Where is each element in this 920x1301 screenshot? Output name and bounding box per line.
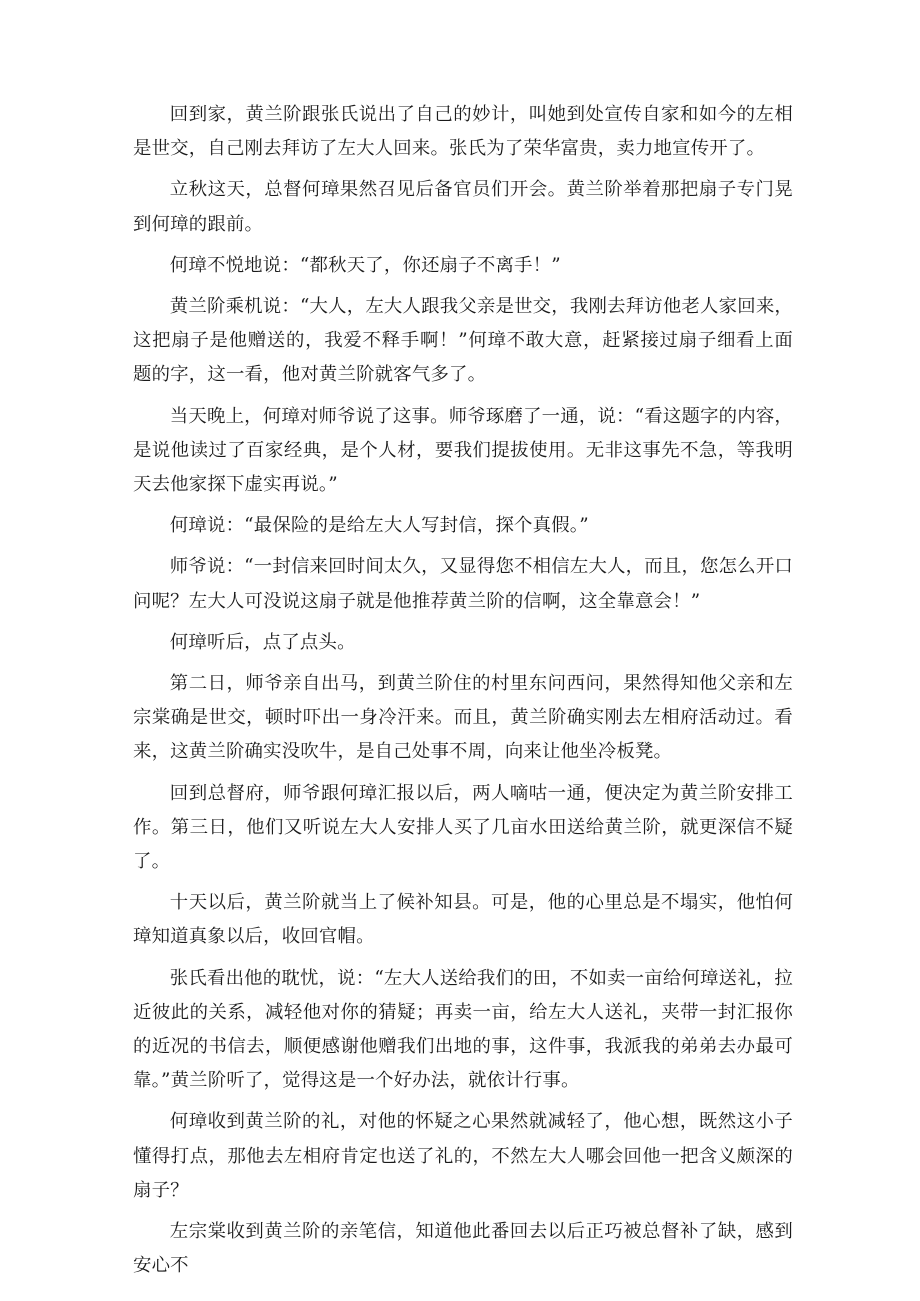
paragraph: 左宗棠收到黄兰阶的亲笔信，知道他此番回去以后正巧被总督补了缺，感到安心不 <box>133 1221 793 1277</box>
paragraph: 立秋这天，总督何璋果然召见后备官员们开会。黄兰阶举着那把扇子专门晃到何璋的跟前。 <box>133 179 793 235</box>
paragraph: 何璋听后，点了点头。 <box>169 631 356 653</box>
paragraph: 十天以后，黄兰阶就当上了候补知县。可是，他的心里总是不塌实，他怕何璋知道真象以后，收回官帽。 <box>133 892 793 948</box>
paragraph: 张氏看出他的耽忧，说：“左大人送给我们的田，不如卖一亩给何璋送礼，拉近彼此的关系，减轻他对你的猜疑；再卖一亩，给左大人送礼，夹带一封汇报你的近况的书信去，顺便感谢他赠我们出地的事，这件事，我派我的弟弟去办最可靠。”黄兰阶听了，觉得这是一个好办法，就依计行事。 <box>133 967 793 1092</box>
paragraph: 何璋不悦地说：“都秋天了，你还扇子不离手！” <box>169 254 561 276</box>
paragraph: 黄兰阶乘机说：“大人，左大人跟我父亲是世交，我刚去拜访他老人家回来，这把扇子是他赠送的，我爱不释手啊！”何璋不敢大意，赶紧接过扇子细看上面题的字，这一看，他对黄兰阶就客气多了。 <box>133 296 793 386</box>
paragraph: 当天晚上，何璋对师爷说了这事。师爷琢磨了一通，说：“看这题字的内容，是说他读过了百家经典，是个人材，要我们提拔使用。无非这事先不急，等我明天去他家探下虚实再说。” <box>133 405 793 496</box>
paragraph: 回到家，黄兰阶跟张氏说出了自己的妙计，叫她到处宣传自家和如今的左相是世交，自己刚去拜访了左大人回来。张氏为了荣华富贵，卖力地宣传开了。 <box>133 104 793 160</box>
paragraph: 回到总督府，师爷跟何璋汇报以后，两人嘀咕一通，便决定为黄兰阶安排工作。第三日，他们又听说左大人安排人买了几亩水田送给黄兰阶，就更深信不疑了。 <box>133 782 793 873</box>
paragraph: 第二日，师爷亲自出马，到黄兰阶住的村里东问西问，果然得知他父亲和左宗棠确是世交，顿时吓出一身冷汗来。而且，黄兰阶确实刚去左相府活动过。看来，这黄兰阶确实没吹牛，是自己处事不周，向来让他坐冷板凳。 <box>133 673 793 763</box>
paragraph: 师爷说：“一封信来回时间太久，又显得您不相信左大人，而且，您怎么开口问呢？左大人可没说这扇子就是他推荐黄兰阶的信啊，这全靠意会！” <box>133 556 793 612</box>
paragraph: 何璋收到黄兰阶的礼，对他的怀疑之心果然就减轻了，他心想，既然这小子懂得打点，那他去左相府肯定也送了礼的，不然左大人哪会回他一把含义颇深的扇子？ <box>133 1111 793 1201</box>
document-body <box>133 98 793 1291</box>
paragraph: 何璋说：“最保险的是给左大人写封信，探个真假。” <box>169 515 589 537</box>
